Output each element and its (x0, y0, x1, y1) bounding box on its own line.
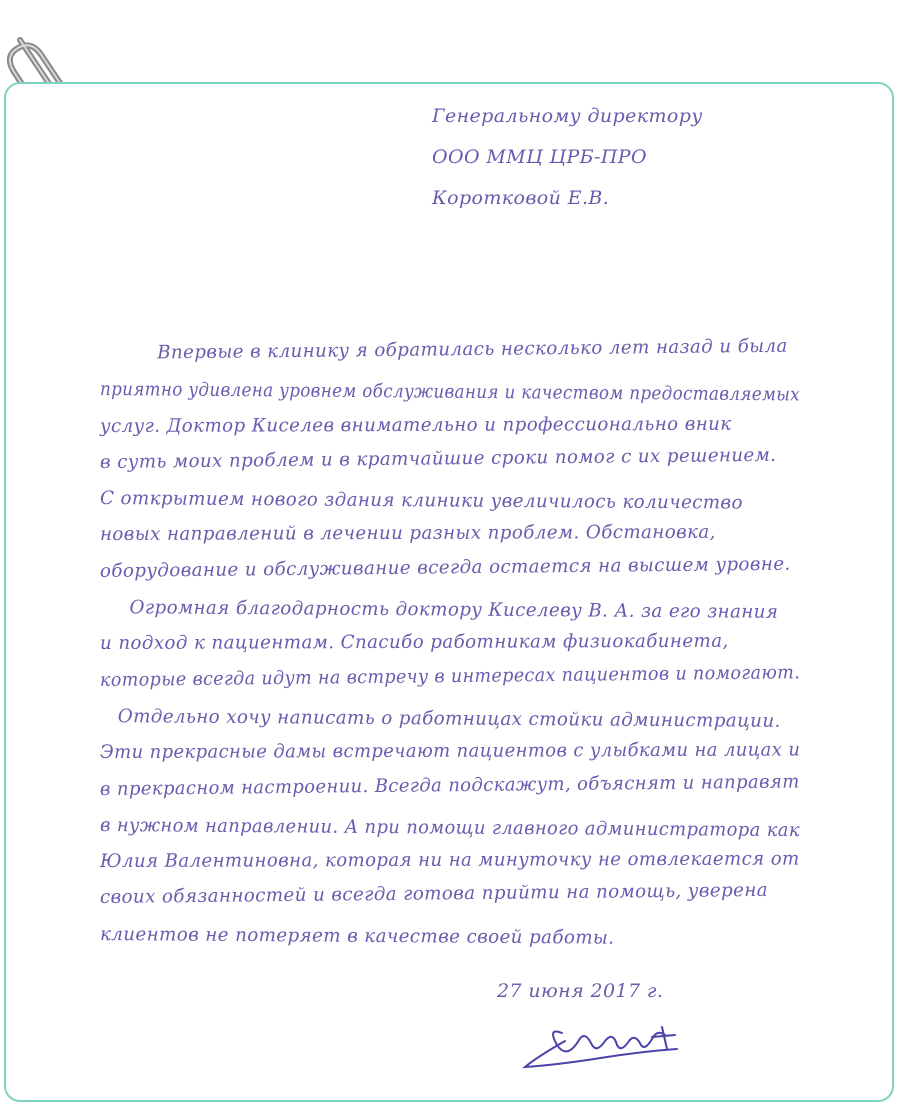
letter-body (100, 336, 810, 953)
letter-line: Юлия Валентиновна, которая ни на минуточку не отвлекается от (99, 848, 800, 873)
addressee-position: Генеральному директору (432, 105, 703, 127)
letter-line: и подход к пациентам. Спасибо работникам физиокабинета, (99, 631, 729, 655)
letter-line: услуг. Доктор Киселев внимательно и профессионально вник (99, 413, 732, 437)
letter-line: в нужном направлении. А при помощи главного администратора как (99, 814, 800, 841)
letter-line: оборудование и обслуживание всегда остается на высшем уровне. (99, 553, 791, 582)
letter-line: новых направлений в лечении разных проблем. Обстановка, (99, 522, 716, 546)
letter-line: в суть моих проблем и в кратчайшие сроки помог с их решением. (99, 444, 777, 473)
letter-line: Огромная благодарность доктору Киселеву В. А. за его знания (129, 597, 779, 623)
letter-line: Эти прекрасные дамы встречают пациентов с улыбками на лицах и (99, 739, 801, 764)
letter-date: 27 июня 2017 г. (497, 980, 664, 1002)
letter-line: приятно удивлена уровнем обслуживания и качеством предоставляемых (99, 379, 801, 406)
letter-line: С открытием нового здания клиники увеличилось количество (99, 488, 743, 514)
addressee-name: Коротковой Е.В. (432, 187, 610, 209)
letter-line: которые всегда идут на встречу в интересах пациентов и помогают. (99, 661, 801, 691)
letter-line: своих обязанностей и всегда готова прийти на помощь, уверена (99, 880, 769, 909)
addressee-block (432, 96, 832, 219)
addressee-company: ООО ММЦ ЦРБ-ПРО (432, 146, 647, 168)
signature (517, 1005, 682, 1085)
letter-line: Отдельно хочу написать о работницах стойки администрации. (117, 706, 781, 732)
letter-line: Впервые в клинику я обратилась несколько лет назад и была (157, 335, 788, 364)
letter-line: в прекрасном настроении. Всегда подскажут, объяснят и направят (99, 771, 800, 800)
letter-line: клиентов не потеряет в качестве своей работы. (99, 923, 615, 949)
